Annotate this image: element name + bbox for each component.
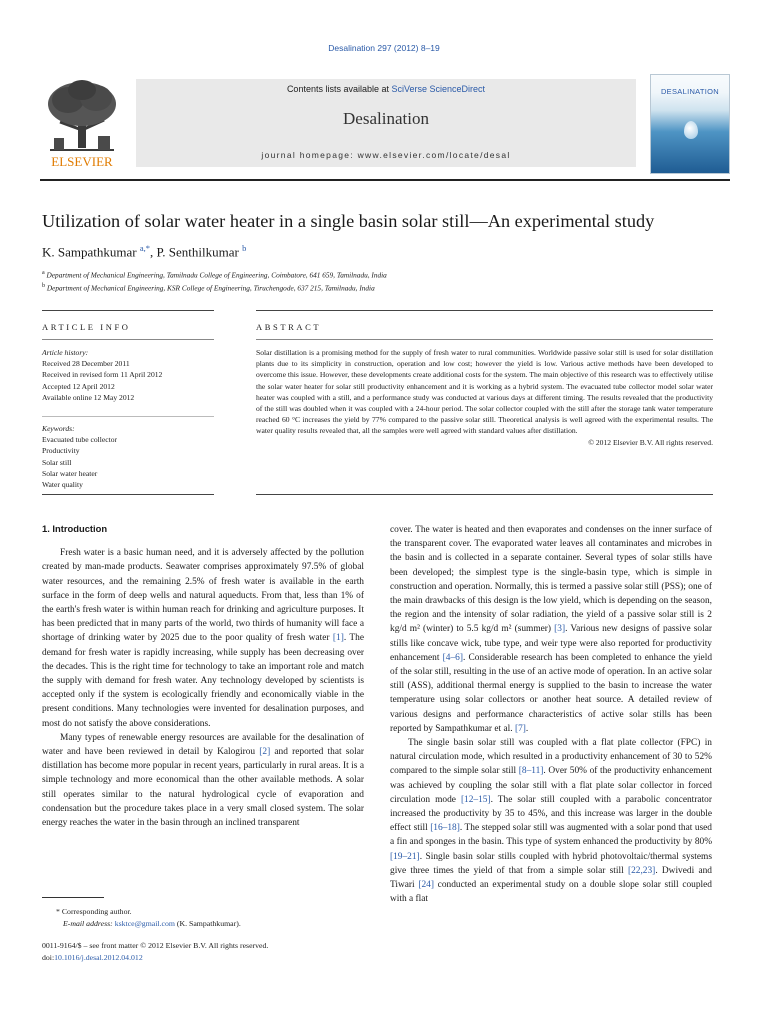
journal-homepage[interactable]: journal homepage: www.elsevier.com/locate/desal (261, 150, 511, 160)
article-history-label: Article history: (42, 348, 89, 357)
abstract-top-rule (256, 310, 713, 311)
front-matter (42, 940, 268, 963)
affiliation-item (42, 281, 387, 294)
abstract-body (256, 347, 713, 448)
journal-reference-link[interactable]: Desalination 297 (2012) 8–19 (328, 43, 440, 53)
paragraph-text: cover. The water is heated and then evaporates and condenses on the inner surface of the transparent cover. The evaporated water leaves all contaminates and microbes in the basin and is collected in a separate container. Several types of solar stills have been developed; the simplest type is the single-basin type, which is simple in construction and operation. Normally, this is termed a passive solar still (PSS); one of the main drawbacks of this design is the low yield, which is depending on the season, the region and the intensity of solar radiation, the yield of a passive solar still is 2 kg/d m² (winter) to 5.5 kg/d m² (summer) (390, 525, 712, 635)
email-label: E-mail address: (63, 918, 113, 928)
elsevier-logo[interactable] (40, 78, 124, 170)
paragraph-text: . (525, 723, 529, 734)
abstract-bottom-rule (256, 494, 713, 495)
masthead-divider (40, 179, 730, 181)
section-heading: 1. Introduction (42, 523, 108, 534)
paragraph-text: The single basin solar still was coupled with a flat plate collector (FPC) in natural circulation mode, which resulted in a productivity enhancement of 30 to 52% compared to the simple solar still (390, 738, 712, 777)
citation-link[interactable]: [3] (554, 624, 566, 635)
paragraph-text: . Considerable research has been completed to enhance the yield of the solar still, resulting in the use of an active mode of operation. In an active solar still (ASS), additional thermal energy is supplied to the basin to increase the water temperature using solar collectors or another heat source. A detailed review of various designs and performance characteristics of active solar stills has been reported by Sampathkumar et al. (390, 652, 713, 734)
issn-line: 0011-9164/$ – see front matter © 2012 Elsevier B.V. All rights reserved. (42, 941, 269, 950)
paragraph-text: . Dwivedi and Tiwari (390, 865, 712, 891)
water-drop-icon (684, 121, 698, 139)
footnote-star: * (56, 907, 60, 916)
keywords-label: Keywords: (42, 424, 75, 434)
body-paragraph (390, 736, 712, 906)
citation-link[interactable]: [22,23] (627, 865, 656, 876)
contents-line (136, 84, 636, 94)
affiliation-item (42, 268, 387, 281)
citation-link[interactable]: [1] (332, 633, 344, 644)
body-column-left (42, 522, 364, 830)
affiliation-mark: a (42, 270, 45, 276)
email-link[interactable]: ksktce@gmail.com (114, 918, 175, 928)
history-item: Received in revised form 11 April 2012 (42, 370, 163, 380)
author-affiliation-marks[interactable]: a,* (139, 243, 150, 253)
history-item: Accepted 12 April 2012 (42, 381, 115, 391)
citation-link[interactable]: [8–11] (518, 766, 544, 777)
doi-link[interactable]: 10.1016/j.desal.2012.04.012 (54, 952, 143, 962)
email-owner: (K. Sampathkumar). (174, 918, 241, 928)
elsevier-wordmark: ELSEVIER (51, 154, 113, 169)
citation-link[interactable]: [4–6] (442, 652, 463, 663)
paragraph-text: Many types of renewable energy resources are available for the desalination of water and have been reviewed in detail by Kalogirou (42, 732, 364, 758)
history-item: Received 28 December 2011 (42, 359, 130, 369)
body-paragraph (42, 546, 364, 731)
sciencedirect-link[interactable]: SciVerse ScienceDirect (391, 84, 486, 94)
contents-prefix: Contents lists available at (286, 84, 392, 94)
journal-banner (136, 79, 636, 167)
article-info (42, 347, 222, 490)
affiliations (42, 268, 387, 294)
paragraph-text: conducted an experimental study on a double slope solar still coupled with a flat (390, 880, 712, 905)
body-paragraph (390, 523, 712, 736)
paragraph-text: Fresh water is a basic human need, and it is adversely affected by the pollution created by man-made products. Seawater comprises approximately 97.5% of global water resources, and the remaining 2.5% of fresh water is available in the earth surface in the form of deep wells and natural aqueducts. From that, less than 1% of the earth's fresh water is within human reach for drinking and agriculture purposes. It has been predicted that in many parts of the world, two thirds of humanity will face a shortage of drinking water by 2025 due to the poor quality of fresh water (42, 548, 364, 644)
keyword-item: Evacuated tube collector (42, 435, 118, 445)
affiliation-text: Department of Mechanical Engineering, KSR College of Engineering, Tiruchengode, 637 215, Tamilnadu, India (46, 283, 375, 293)
citation-link[interactable]: [7] (514, 723, 526, 734)
article-info-bottom-rule (42, 494, 214, 495)
affiliation-text: Department of Mechanical Engineering, Tamilnadu College of Engineering, Coimbatore, 641 659, Tamilnadu, India (46, 270, 387, 280)
history-item: Available online 12 May 2012 (42, 392, 135, 402)
citation-link[interactable]: [16–18] (430, 823, 460, 834)
journal-cover-thumbnail[interactable] (650, 74, 730, 174)
keyword-item: Solar water heater (42, 468, 98, 478)
author-name[interactable]: P. Senthilkumar (156, 244, 239, 260)
doi-label: doi: (42, 952, 55, 962)
affiliation-mark: b (42, 282, 46, 289)
citation-link[interactable]: [2] (259, 747, 271, 758)
author-affiliation-marks[interactable]: b (242, 243, 247, 253)
body-column-right (390, 523, 712, 906)
article-title: Utilization of solar water heater in a single basin solar still—An experimental study (42, 211, 655, 231)
article-info-sub-rule (42, 339, 214, 340)
footnote-rule (42, 897, 104, 898)
footnote-text: Corresponding author. (61, 907, 132, 916)
journal-masthead (40, 70, 730, 174)
citation-link[interactable]: [19–21] (390, 851, 420, 862)
paragraph-text: . Various new designs of passive solar stills like concave wick, tube type, and weir type were also reported for productivity enhancement (390, 624, 712, 663)
author-list (42, 243, 246, 260)
keyword-item: Water quality (42, 480, 83, 490)
cover-title: DESALINATION (660, 87, 720, 96)
paragraph-text: . The stepped solar still was augmented with a solar pond that used a fin and sponges in the basin. This type of system enhanced the productivity by 80% (390, 823, 712, 848)
keyword-item: Solar still (42, 457, 72, 467)
article-info-divider (42, 403, 214, 417)
abstract-heading: ABSTRACT (256, 322, 322, 332)
body-paragraph (42, 731, 364, 830)
paragraph-text: . The solar still coupled with a parabolic concentrator increased the productivity by 35 to 45%, and this increase was larger in the double effect still (390, 794, 712, 834)
author-separator: , (150, 244, 157, 260)
keyword-item: Productivity (42, 446, 80, 456)
elsevier-tree-icon (40, 78, 124, 170)
citation-link[interactable]: [12–15] (460, 794, 491, 805)
citation-link[interactable]: [24] (418, 880, 434, 891)
paragraph-text: and reported that solar distillation has become more popular in recent years, particularly in rural areas. It is a simple technology and more economical than the other available methods. A solar still operates similar to the natural hydrological cycle of evaporation and condensation but the procedure takes place in a very small closed system. The solar energy reaches the water in the basin through an inclined transparent (42, 747, 364, 829)
paragraph-text: . Single basin solar stills coupled with hybrid photovoltaic/thermal systems give three times the yield of that from a simple solar still (390, 851, 712, 876)
abstract-text: Solar distillation is a promising method for the supply of fresh water to rural communities. Worldwide passive solar still is used for solar distillation plants due to its simplicity in construction, operation and low cost; however the yield is low. Various active methods have been developed to overcome this issue. However, these developments create additional costs for the system. The main objective of this research was to effectively utilise the solar water heater for solar still productivity enhancement and it is working as a hybrid system. The evacuated tube collector model solar water heater was coupled with a still, and a performance study was conducted at various days at different timing. The results revealed that the productivity of the still was doubled when it was coupled with a 24-hour period. The solar collector coupled with the still after the storage tank water temperature reached 60 °C increases the yield by 77% compared to the passive solar still. Theoretical analysis is well agreed with the experimental results. The water quality results revealed that, all the samples were well agreed with standard values after distillation. (256, 348, 713, 436)
corresponding-author-footnote (56, 906, 241, 929)
article-info-heading: ARTICLE INFO (42, 322, 131, 332)
paragraph-text: . The demand for fresh water is rapidly increasing, while supply has been decreasing over the decades. This is the right time for technology to take an important role and match the supply with demand for fresh water. Any technology developed by scientists is accepted only if the system is ecologically friendly and economically viable in the present conditions. Many technologies were invented for desalination purposes, and most do not satisfy the above considerations. (42, 633, 365, 729)
article-info-top-rule (42, 310, 214, 311)
journal-title: Desalination (343, 109, 429, 128)
author-name[interactable]: K. Sampathkumar (42, 244, 137, 260)
paragraph-text: . Over 50% of the productivity enhancement was achieved by coupling the solar still with a flat plate solar collector in forced circulation mode (390, 766, 712, 805)
abstract-sub-rule (256, 339, 713, 340)
copyright-notice: © 2012 Elsevier B.V. All rights reserved. (588, 437, 713, 447)
